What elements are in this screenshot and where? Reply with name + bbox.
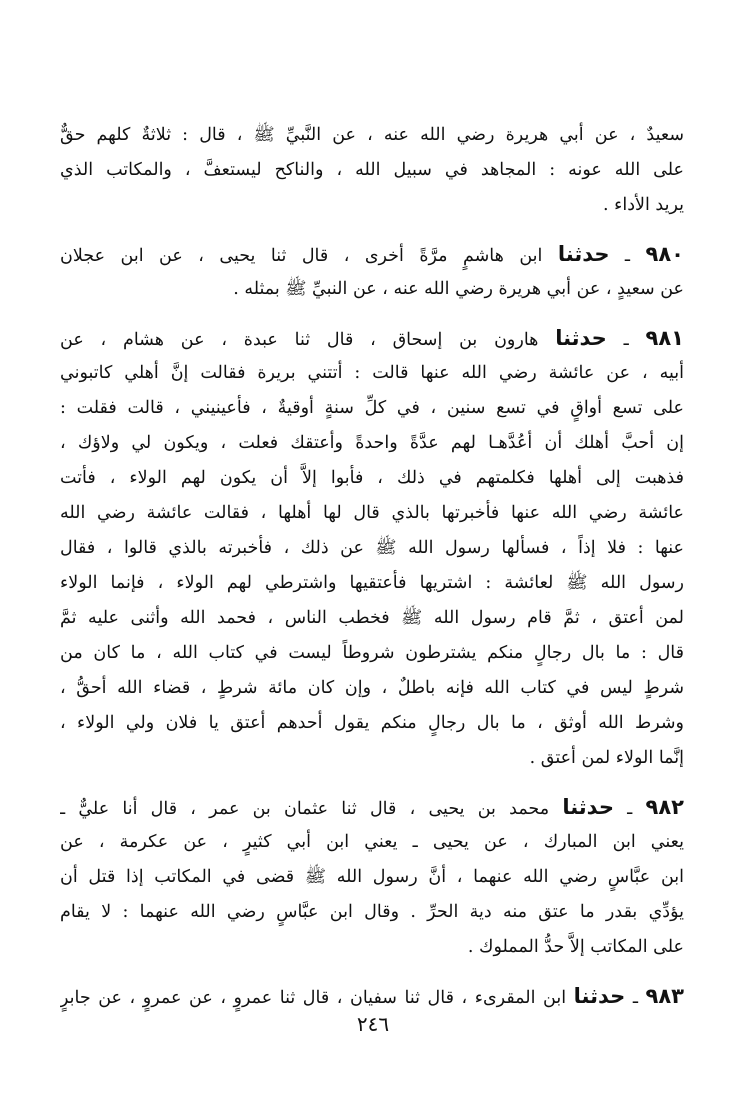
hadith-981: [60, 321, 684, 776]
hadith-982: [60, 790, 684, 965]
text-line: عن سعيدٍ ، عن أبي هريرة رضي الله عنه ، عن النبيِّ ﷺ بمثله .: [233, 279, 684, 299]
text-line: إنَّما الولاء لمن أعتق .: [529, 748, 684, 768]
text-line-with-heading: ٩٨٢ ـ حدثنا محمد بن يحيى ، قال ثنا عثمان بن عمر ، قال أنا عليٌّ ـ: [60, 795, 684, 819]
text-line: يؤدِّي بقدر ما عتق منه دية الحرِّ . وقال ابن عبَّاسٍ رضي الله عنهما : لا يقام: [60, 902, 684, 922]
text-line: يريد الأداء .: [603, 195, 684, 215]
paragraph-continuation: [60, 118, 684, 223]
hadith-heading: حدثنا: [562, 795, 614, 819]
hadith-number: ٩٨١: [645, 326, 684, 350]
text-line: لمن أعتق ، ثمَّ قام رسول الله ﷺ فخطب الناس ، فحمد الله وأثنى عليه ثمَّ: [60, 608, 684, 628]
text-line: عنها : فلا إذاً ، فسألها رسول الله ﷺ عن ذلك ، فأخبرته بالذي قالوا ، فقال: [60, 538, 684, 558]
text-line: يعني ابن المبارك ، عن يحيى ـ يعني ابن أبي كثيرٍ ، عن عكرمة ، عن: [60, 832, 684, 852]
text-segment: ابن المقرىء ، قال ثنا سفيان ، قال ثنا عمروٍ ، عن عمروٍ ، عن جابرٍ: [60, 988, 567, 1008]
text-line: على الله عونه : المجاهد في سبيل الله ، والناكح ليستعفَّ ، والمكاتب الذي: [60, 160, 684, 180]
text-segment: هارون بن إسحاق ، قال ثنا عبدة ، عن هشام ، عن: [60, 330, 539, 350]
text-segment: محمد بن يحيى ، قال ثنا عثمان بن عمر ، قال أنا عليٌّ ـ: [60, 799, 550, 819]
text-line: قال : ما بال رجالٍ منكم يشترطون شروطاً ليست في كتاب الله ، ما كان من: [60, 643, 684, 663]
text-line: شرطٍ ليس في كتاب الله فإنه باطلٌ ، وإن كان مائة شرطٍ ، قضاء الله أحقُّ ،: [60, 678, 684, 698]
hadith-983: [60, 979, 684, 1014]
document-body: [60, 118, 684, 1028]
text-segment: ابن هاشمٍ مرَّةً أخرى ، قال ثنا يحيى ، عن ابن عجلان: [60, 246, 543, 266]
text-line: إن أحبَّ أهلك أن أعُدَّهـا لهم عدَّةً واحدةً وأعتقك فعلت ، ويكون لي ولاؤك ،: [60, 433, 684, 453]
page-number: ٢٤٦: [356, 1012, 390, 1036]
text-line-with-heading: ٩٨٣ ـ حدثنا ابن المقرىء ، قال ثنا سفيان ، قال ثنا عمروٍ ، عن عمروٍ ، عن جابرٍ: [60, 984, 684, 1008]
hadith-number: ٩٨٣: [645, 984, 684, 1008]
text-line: على المكاتب إلاَّ حدُّ المملوك .: [467, 937, 684, 957]
hadith-heading: حدثنا: [557, 242, 610, 266]
hadith-number: ٩٨٢: [645, 795, 684, 819]
text-line: عائشة رضي الله عنها فأخبرتها بالذي قال لها أهلها ، فقالت عائشة رضي الله: [60, 503, 684, 523]
text-line: فذهبت إلى أهلها فكلمتهم في ذلك ، فأبوا إلاَّ أن يكون لهم الولاء ، فأتت: [60, 468, 684, 488]
text-line: وشرط الله أوثق ، ما بال رجالٍ منكم يقول أحدهم أعتق يا فلان ولي الولاء ،: [60, 713, 684, 733]
text-line-with-heading: ٩٨١ ـ حدثنا هارون بن إسحاق ، قال ثنا عبدة ، عن هشام ، عن: [60, 326, 684, 350]
text-line: أبيه ، عن عائشة رضي الله عنها قالت : أتتني بريرة فقالت إنَّ أهلي كاتبوني: [60, 363, 684, 383]
text-line-with-heading: ٩٨٠ ـ حدثنا ابن هاشمٍ مرَّةً أخرى ، قال ثنا يحيى ، عن ابن عجلان: [60, 242, 684, 266]
hadith-980: [60, 237, 684, 307]
text-line: رسول الله ﷺ لعائشة : اشتريها فأعتقيها واشترطي لهم الولاء ، فإنما الولاء: [60, 573, 684, 593]
text-line: على تسع أواقٍ في تسع سنين ، في كلِّ سنةٍ أوقيةٌ ، فأعينيني ، قالت فقلت :: [60, 398, 684, 418]
hadith-number: ٩٨٠: [645, 242, 684, 266]
text-line: ابن عبَّاسٍ رضي الله عنهما ، أنَّ رسول الله ﷺ قضى في المكاتب إذا قتل أن: [60, 867, 684, 887]
text-line: سعيدٌ ، عن أبي هريرة رضي الله عنه ، عن النَّبيِّ ﷺ ، قال : ثلاثةٌ كلهم حقٌّ: [60, 125, 684, 145]
hadith-heading: حدثنا: [555, 326, 607, 350]
hadith-heading: حدثنا: [573, 984, 626, 1008]
